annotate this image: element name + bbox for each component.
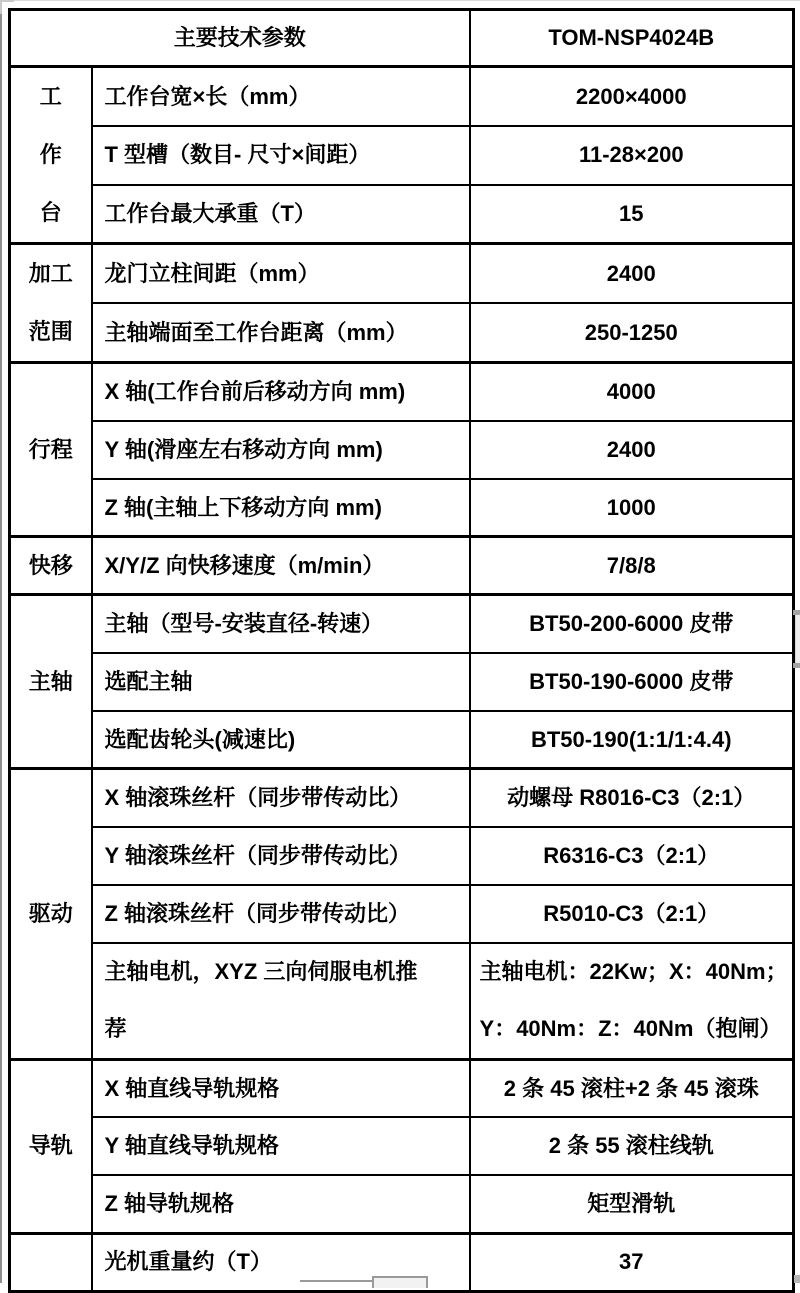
table-row [10, 1175, 794, 1233]
value-cell: 11-28×200 [470, 126, 794, 185]
table-row [10, 537, 794, 595]
technical-parameters-table [8, 8, 795, 1293]
param-cell: 光机重量约（T） [92, 1233, 470, 1291]
value-line: Y：40Nm：Z：40Nm（抱闸） [479, 1016, 782, 1042]
table-title: 主要技术参数 [10, 10, 470, 67]
param-cell: X 轴直线导轨规格 [92, 1059, 470, 1117]
group-cell-travel: 行程 [10, 363, 92, 537]
param-cell: X 轴滚珠丝杆（同步带传动比） [92, 769, 470, 827]
group-cell-machining-range [10, 244, 92, 363]
value-cell: 2200×4000 [470, 67, 794, 126]
table-row-motor [10, 943, 794, 1060]
table-row [10, 244, 794, 304]
group-cell-worktable [10, 67, 92, 244]
param-cell: X 轴(工作台前后移动方向 mm) [92, 363, 470, 421]
scrollbar-track-artifact [795, 612, 800, 667]
value-cell: 37 [470, 1233, 794, 1291]
param-cell: 主轴端面至工作台距离（mm） [92, 303, 470, 363]
table-row [10, 827, 794, 885]
table-row [10, 126, 794, 185]
group-cell-guideway: 导轨 [10, 1059, 92, 1233]
group-line: 范围 [28, 319, 73, 345]
group-line: 加工 [28, 261, 73, 287]
value-cell: 动螺母 R8016-C3（2:1） [470, 769, 794, 827]
table-row [10, 769, 794, 827]
group-cell-empty [10, 1233, 92, 1291]
corner-artifact [0, 0, 14, 14]
table-row [10, 303, 794, 363]
bottom-box-artifact [372, 1276, 428, 1288]
table-row [10, 885, 794, 943]
param-cell: 工作台宽×长（mm） [92, 67, 470, 126]
value-cell: 2 条 55 滚柱线轨 [470, 1117, 794, 1175]
value-cell: 2 条 45 滚柱+2 条 45 滚珠 [470, 1059, 794, 1117]
value-cell: 15 [470, 185, 794, 244]
value-line: 主轴电机：22Kw；X：40Nm； [479, 959, 788, 985]
param-cell [92, 943, 470, 1060]
bottom-right-artifact [794, 1275, 800, 1283]
table-row [10, 711, 794, 769]
param-line: 荐 [104, 1016, 127, 1042]
window-top-edge [0, 0, 800, 1]
param-line: 主轴电机，XYZ 三向伺服电机推 [104, 959, 418, 985]
value-multiline [480, 944, 789, 1058]
param-cell: Y 轴直线导轨规格 [92, 1117, 470, 1175]
value-cell: BT50-200-6000 皮带 [470, 595, 794, 653]
value-cell: BT50-190(1:1/1:4.4) [470, 711, 794, 769]
group-cell-spindle: 主轴 [10, 595, 92, 769]
window-left-edge [0, 0, 2, 1283]
value-cell: 矩型滑轨 [470, 1175, 794, 1233]
value-cell: BT50-190-6000 皮带 [470, 653, 794, 711]
table-row [10, 1117, 794, 1175]
value-cell: 2400 [470, 421, 794, 479]
value-cell: R5010-C3（2:1） [470, 885, 794, 943]
scrollbar-tick-icon [793, 663, 800, 668]
group-label-stack [11, 68, 91, 242]
param-cell: Z 轴(主轴上下移动方向 mm) [92, 479, 470, 537]
param-cell: 工作台最大承重（T） [92, 185, 470, 244]
value-cell: R6316-C3（2:1） [470, 827, 794, 885]
value-cell: 250-1250 [470, 303, 794, 363]
param-cell: Z 轴导轨规格 [92, 1175, 470, 1233]
group-char: 作 [39, 142, 62, 168]
table-row [10, 421, 794, 479]
table-row [10, 185, 794, 244]
table-row [10, 67, 794, 126]
scrollbar-tick-icon [793, 610, 800, 615]
param-cell: Y 轴滚珠丝杆（同步带传动比） [92, 827, 470, 885]
param-cell: 龙门立柱间距（mm） [92, 244, 470, 304]
param-cell: X/Y/Z 向快移速度（m/min） [92, 537, 470, 595]
group-cell-drive: 驱动 [10, 769, 92, 1060]
table-row [10, 479, 794, 537]
model-number: TOM-NSP4024B [470, 10, 794, 67]
bottom-line-artifact [300, 1280, 374, 1282]
param-cell: Y 轴(滑座左右移动方向 mm) [92, 421, 470, 479]
table-header-row [10, 10, 794, 67]
value-cell [470, 943, 794, 1060]
param-cell: 主轴（型号-安装直径-转速） [92, 595, 470, 653]
param-multiline [105, 944, 463, 1058]
value-cell: 4000 [470, 363, 794, 421]
value-cell: 2400 [470, 244, 794, 304]
table-row [10, 595, 794, 653]
param-cell: 选配齿轮头(减速比) [92, 711, 470, 769]
group-label-stack [11, 245, 91, 361]
group-cell-rapid: 快移 [10, 537, 92, 595]
table-row [10, 1059, 794, 1117]
table-row [10, 363, 794, 421]
param-cell: Z 轴滚珠丝杆（同步带传动比） [92, 885, 470, 943]
value-cell: 7/8/8 [470, 537, 794, 595]
param-cell: 选配主轴 [92, 653, 470, 711]
value-cell: 1000 [470, 479, 794, 537]
spec-table [8, 8, 795, 1293]
group-char: 台 [39, 200, 62, 226]
param-cell: T 型槽（数目- 尺寸×间距） [92, 126, 470, 185]
group-char: 工 [39, 84, 62, 110]
table-row [10, 653, 794, 711]
